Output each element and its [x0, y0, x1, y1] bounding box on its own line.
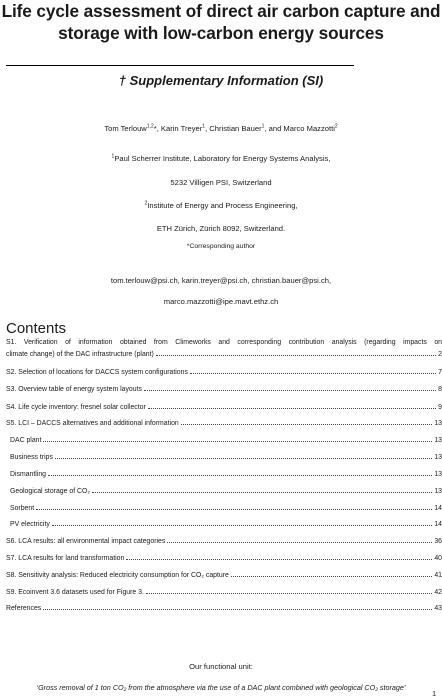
toc-entry-label: S4. Life cycle inventory: fresnel solar collector	[6, 404, 146, 411]
toc-entry-page: 13	[434, 454, 442, 461]
toc-entry-s9[interactable]	[6, 589, 442, 596]
toc-entry-s5[interactable]	[6, 420, 442, 427]
toc-leader-dots	[231, 576, 432, 577]
toc-entry-page: 13	[434, 420, 442, 427]
toc-entry-label: References	[6, 605, 42, 612]
toc-entry-s1-line-1[interactable]: S1. Verification of information obtained from Climeworks and corresponding contribution analysis (regarding impacts on	[6, 339, 442, 346]
toc-entry-dac-plant[interactable]	[6, 437, 442, 444]
toc-entry-label: PV electricity	[10, 521, 50, 528]
toc-entry-page: 13	[434, 471, 442, 478]
toc-entry-sorbent[interactable]	[6, 505, 442, 512]
toc-entry-pv-electricity[interactable]	[6, 521, 442, 528]
toc-leader-dots	[148, 408, 436, 409]
toc-entry-page: 9	[438, 404, 442, 411]
toc-entry-s8[interactable]	[6, 572, 442, 579]
toc-leader-dots	[43, 609, 432, 610]
toc-entry-s6[interactable]	[6, 538, 442, 545]
toc-entry-references[interactable]	[6, 605, 442, 612]
toc-entry-page: 2	[438, 351, 442, 358]
affiliation-1-line-1: $^1$Paul Scherrer Institute, Laboratory for Energy Systems Analysis,	[111, 153, 331, 163]
toc-entry-page: 40	[434, 555, 442, 562]
toc-entry-page: 7	[438, 369, 442, 376]
toc-entry-label: Dismantling	[10, 471, 46, 478]
toc-entry-s7[interactable]	[6, 555, 442, 562]
toc-entry-s2[interactable]	[6, 369, 442, 376]
toc-leader-dots	[126, 559, 432, 560]
toc-entry-label: S3. Overview table of energy system layouts	[6, 386, 142, 393]
page-number: 1	[432, 691, 436, 698]
toc-entry-page: 13	[434, 488, 442, 495]
affiliation-2-line-2: ETH Zürich, Zürich 8092, Switzerland.	[156, 224, 286, 233]
toc-entry-label: S7. LCA results for land transformation	[6, 555, 125, 562]
toc-leader-dots	[146, 593, 432, 594]
author-list: Tom Terlouw$^{1,2}$*, Karin Treyer$^1$, Christian Bauer$^1$, and Marco Mazzotti$^2$	[104, 123, 338, 133]
toc-entry-label: Business trips	[10, 454, 53, 461]
toc-entry-page: 42	[434, 589, 442, 596]
si-heading: † Supplementary Information (SI)	[118, 73, 324, 88]
toc-entry-page: 36	[434, 538, 442, 545]
author-emails-line-2: marco.mazzotti@ipe.mavt.ethz.ch	[163, 297, 279, 306]
toc-entry-page: 8	[438, 386, 442, 393]
toc-entry-geological-storage[interactable]	[6, 488, 442, 495]
toc-entry-page: 14	[434, 521, 442, 528]
toc-entry-page: 43	[434, 605, 442, 612]
toc-entry-label: climate change) of the DAC infrastructure (plant)	[6, 351, 154, 358]
affiliation-2-line-1: $^2$Institute of Energy and Process Engineering,	[144, 200, 298, 210]
toc-entry-label: S8. Sensitivity analysis: Reduced electricity consumption for CO₂ capture	[6, 572, 229, 579]
title-line-1: Life cycle assessment of direct air carbon capture and	[1, 1, 441, 21]
toc-leader-dots	[144, 390, 436, 391]
horizontal-rule	[6, 65, 354, 66]
corresponding-author-note: *Corresponding author	[186, 243, 256, 250]
toc-leader-dots	[43, 441, 432, 442]
toc-entry-page: 41	[434, 572, 442, 579]
toc-leader-dots	[48, 475, 432, 476]
toc-entry-label: S6. LCA results: all environmental impact categories	[6, 538, 166, 545]
author-emails-line-1: tom.terlouw@psi.ch, karin.treyer@psi.ch, christian.bauer@psi.ch,	[110, 276, 332, 285]
toc-leader-dots	[52, 525, 433, 526]
toc-leader-dots	[92, 492, 432, 493]
toc-entry-s1[interactable]	[6, 351, 442, 358]
toc-leader-dots	[156, 355, 436, 356]
toc-entry-label: S9. Ecoinvent 3.6 datasets used for Figure 3.	[6, 589, 144, 596]
contents-heading: Contents	[6, 320, 67, 337]
toc-entry-s4[interactable]	[6, 404, 442, 411]
toc-entry-s3[interactable]	[6, 386, 442, 393]
toc-leader-dots	[55, 458, 432, 459]
toc-entry-label: S5. LCI – DACCS alternatives and additional information	[6, 420, 179, 427]
toc-entry-label: Sorbent	[10, 505, 35, 512]
paper-title	[0, 0, 442, 44]
title-line-2: storage with low-carbon energy sources	[58, 23, 384, 43]
toc-entry-page: 14	[434, 505, 442, 512]
toc-entry-label: DAC plant	[10, 437, 42, 444]
toc-entry-page: 13	[434, 437, 442, 444]
toc-leader-dots	[36, 509, 432, 510]
toc-entry-label: S2. Selection of locations for DACCS system configurations	[6, 369, 188, 376]
toc-entry-business-trips[interactable]	[6, 454, 442, 461]
affiliation-1-line-2: 5232 Villigen PSI, Switzerland	[170, 178, 272, 187]
toc-leader-dots	[181, 424, 433, 425]
toc-leader-dots	[190, 373, 436, 374]
functional-unit-text: ‘Gross removal of 1 ton CO₂ from the atmosphere via the use of a DAC plant combined with geological CO₂ storage’	[36, 683, 406, 692]
functional-unit-title: Our functional unit:	[189, 662, 253, 671]
toc-entry-label: Geological storage of CO₂	[10, 488, 91, 495]
toc-leader-dots	[167, 542, 432, 543]
toc-entry-dismantling[interactable]	[6, 471, 442, 478]
